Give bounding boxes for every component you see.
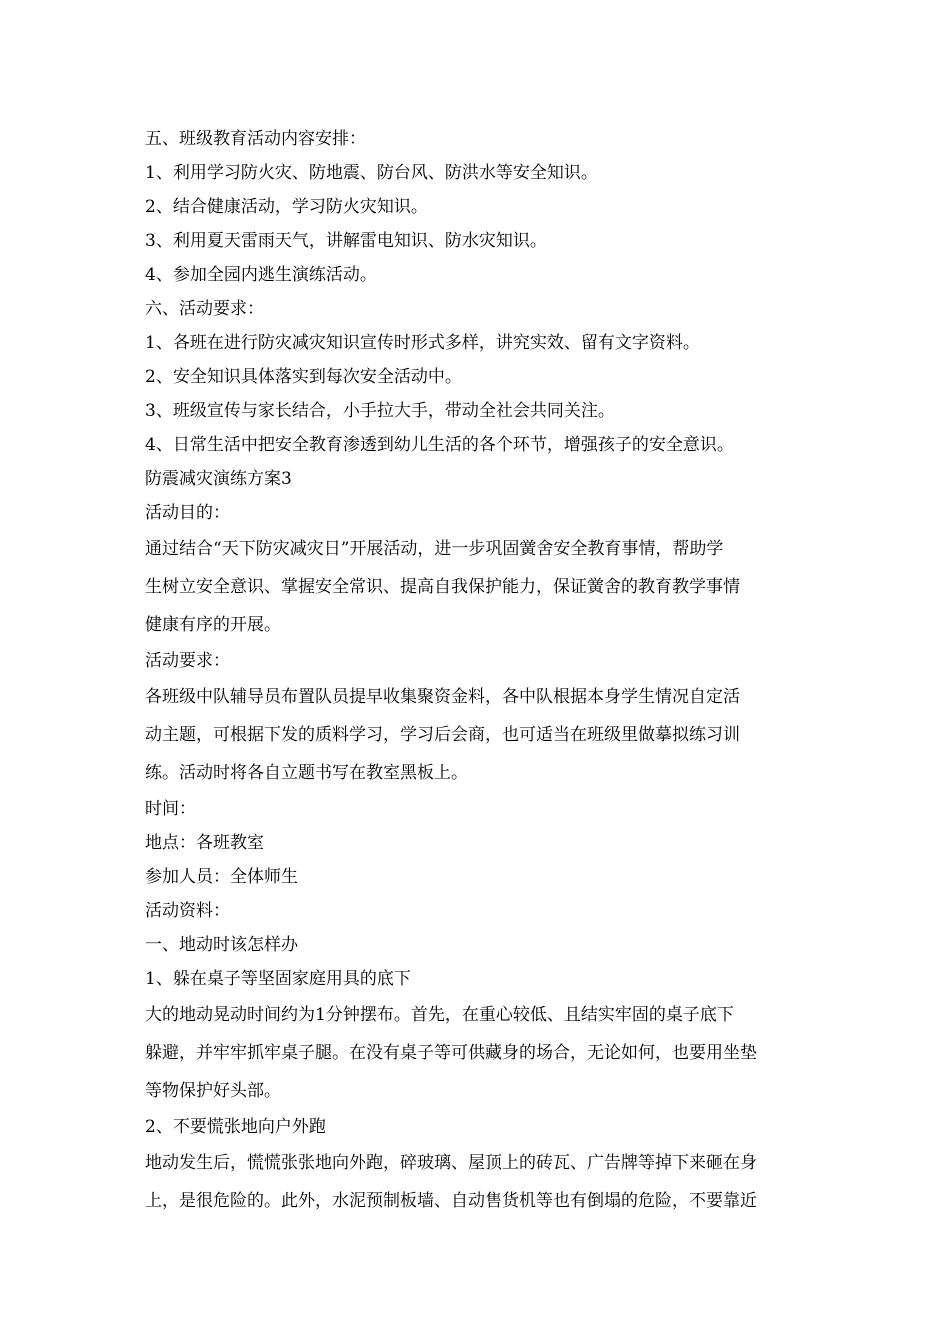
list-item: 2、安全知识具体落实到每次安全活动中。 [145,367,462,387]
section-heading: 活动要求： [145,651,230,671]
field-label: 参加人员：全体师生 [145,867,298,887]
section-heading: 一、地动时该怎样办 [145,935,298,955]
section-heading: 五、班级教育活动内容安排： [145,129,366,149]
paragraph-line: 大的地动晃动时间约为1分钟摆布。首先，在重心较低、且结实牢固的桌子底下 [145,1005,734,1025]
section-heading: 活动目的： [145,503,230,523]
subheading: 2、不要慌张地向户外跑 [145,1117,326,1137]
document-page [145,122,810,1220]
paragraph-line: 地动发生后，慌慌张张地向外跑，碎玻璃、屋顶上的砖瓦、广告牌等掉下来砸在身 [145,1153,757,1173]
list-item: 1、利用学习防火灾、防地震、防台风、防洪水等安全知识。 [145,163,598,183]
paragraph-line: 动主题，可根据下发的质料学习，学习后会商，也可适当在班级里做摹拟练习训 [145,725,740,745]
list-item: 2、结合健康活动，学习防火灾知识。 [145,197,428,217]
list-item: 3、利用夏天雷雨天气，讲解雷电知识、防水灾知识。 [145,231,547,251]
paragraph-line: 健康有序的开展。 [145,615,281,635]
section-heading: 活动资料： [145,901,230,921]
list-item: 4、参加全园内逃生演练活动。 [145,265,377,285]
document-title: 防震减灾演练方案3 [145,469,292,489]
field-label: 时间： [145,799,196,819]
section-heading: 六、活动要求： [145,299,264,319]
paragraph-line: 练。活动时将各自立题书写在教室黑板上。 [145,763,468,783]
paragraph-line: 躲避，并牢牢抓牢桌子腿。在没有桌子等可供藏身的场合，无论如何，也要用坐垫 [145,1043,757,1063]
list-item: 4、日常生活中把安全教育渗透到幼儿生活的各个环节，增强孩子的安全意识。 [145,435,734,455]
paragraph-line: 通过结合“天下防灾减灾日”开展活动，进一步巩固黉舍安全教育事情，帮助学 [145,539,724,559]
paragraph-line: 各班级中队辅导员布置队员提早收集聚资金料，各中队根据本身学生情况自定活 [145,687,740,707]
paragraph-line: 生树立安全意识、掌握安全常识、提高自我保护能力，保证黉舍的教育教学事情 [145,577,740,597]
list-item: 1、各班在进行防灾减灾知识宣传时形式多样，讲究实效、留有文字资料。 [145,333,700,353]
paragraph-line: 上，是很危险的。此外，水泥预制板墙、自动售货机等也有倒塌的危险，不要靠近 [145,1191,757,1211]
list-item: 3、班级宣传与家长结合，小手拉大手，带动全社会共同关注。 [145,401,615,421]
paragraph-line: 等物保护好头部。 [145,1081,281,1101]
subheading: 1、躲在桌子等坚固家庭用具的底下 [145,969,411,989]
field-label: 地点：各班教室 [145,833,264,853]
